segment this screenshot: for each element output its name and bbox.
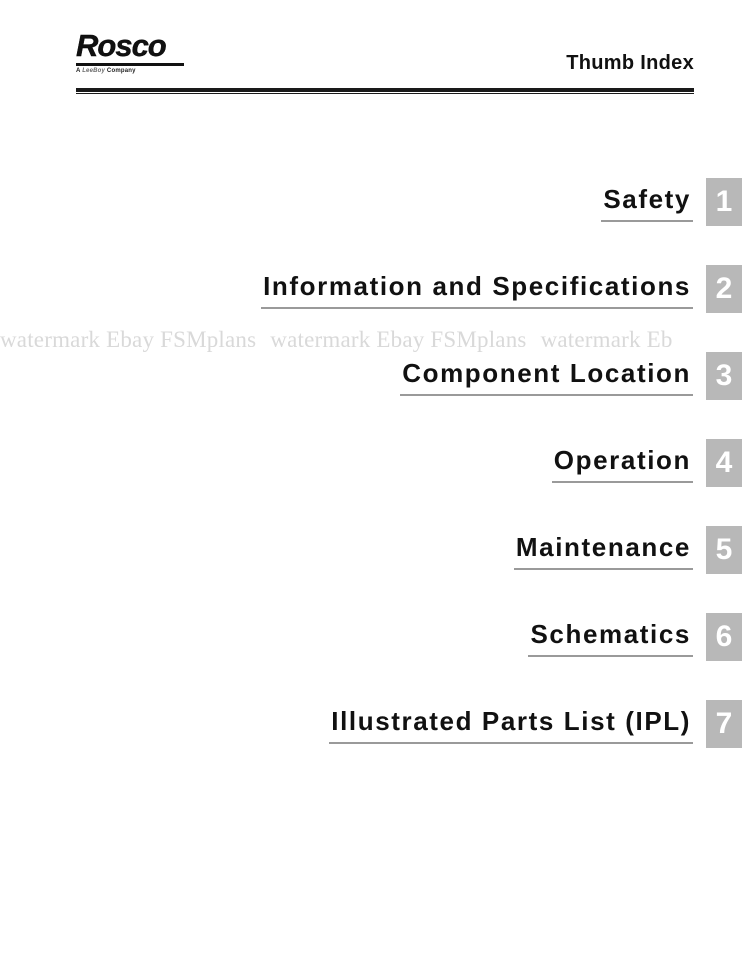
watermark-text: watermark Ebay FSMplans	[0, 327, 257, 352]
index-entry-schematics[interactable]	[0, 605, 742, 692]
logo-subtitle-accent: LeeBoy	[82, 68, 106, 74]
index-label-wrap	[329, 706, 693, 744]
rosco-logo	[76, 30, 196, 76]
index-tab-number[interactable]: 6	[706, 613, 742, 661]
header-divider	[76, 88, 694, 92]
index-entry-illustrated-parts-list[interactable]	[0, 692, 742, 779]
index-entry-maintenance[interactable]	[0, 518, 742, 605]
index-label-wrap	[261, 271, 693, 309]
logo-subtitle-suffix: Company	[105, 68, 136, 74]
index-label[interactable]: Illustrated Parts List (IPL)	[329, 706, 693, 744]
logo-subtitle-prefix: A	[76, 68, 83, 74]
index-tab-number[interactable]: 7	[706, 700, 742, 748]
index-label-wrap	[514, 532, 693, 570]
index-tab-number[interactable]: 1	[706, 178, 742, 226]
index-label[interactable]: Safety	[601, 184, 693, 222]
index-label-wrap	[528, 619, 693, 657]
watermark-text: watermark Eb	[540, 327, 673, 352]
index-entry-information-and-specifications[interactable]	[0, 257, 742, 344]
index-tab-number[interactable]: 2	[706, 265, 742, 313]
index-entry-operation[interactable]	[0, 431, 742, 518]
index-tab-number[interactable]: 3	[706, 352, 742, 400]
header-divider-thin	[76, 93, 694, 94]
index-tab-number[interactable]: 4	[706, 439, 742, 487]
page-title: Thumb Index	[566, 52, 694, 74]
index-label[interactable]: Maintenance	[514, 532, 693, 570]
index-entry-safety[interactable]	[0, 170, 742, 257]
index-label[interactable]: Component Location	[400, 358, 693, 396]
logo-wordmark: Rosco	[76, 28, 166, 63]
index-tab-number[interactable]: 5	[706, 526, 742, 574]
index-label-wrap	[552, 445, 693, 483]
thumb-index-list	[0, 170, 742, 779]
index-label[interactable]: Information and Specifications	[261, 271, 693, 309]
index-label-wrap	[400, 358, 693, 396]
watermark-text: watermark Ebay FSMplans	[270, 327, 527, 352]
index-label-wrap	[601, 184, 693, 222]
index-label[interactable]: Schematics	[528, 619, 693, 657]
index-label[interactable]: Operation	[552, 445, 693, 483]
index-entry-component-location[interactable]	[0, 344, 742, 431]
page-header	[76, 30, 694, 92]
logo-subtitle	[76, 68, 196, 74]
logo-underline	[76, 63, 184, 66]
